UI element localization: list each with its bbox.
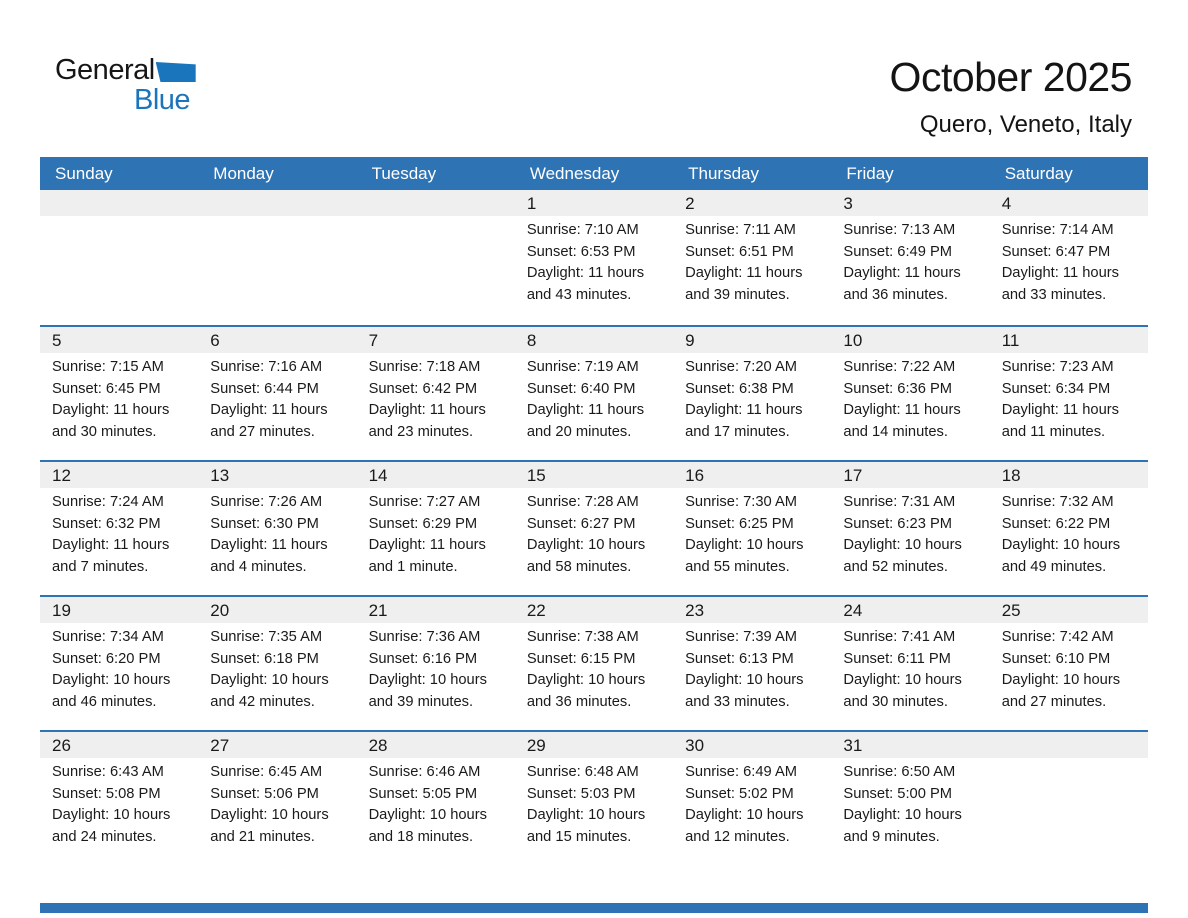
calendar-day-cell: [831, 462, 989, 595]
day-number: 21: [357, 597, 515, 623]
day-number: 6: [198, 327, 356, 353]
calendar-grid: [40, 157, 1148, 865]
day-details: [357, 353, 515, 443]
day-details: [831, 623, 989, 713]
sunset-text: Sunset: 6:22 PM: [1001, 515, 1111, 532]
calendar-day-cell: [831, 597, 989, 730]
day-details: [990, 488, 1148, 578]
day-details: [515, 758, 673, 848]
sunset-text: Sunset: 6:11 PM: [843, 650, 951, 667]
calendar-day-cell: [515, 327, 673, 460]
sunrise-text: Sunrise: 7:39 AM: [685, 629, 797, 645]
sunrise-text: Sunrise: 7:41 AM: [843, 629, 956, 645]
sunrise-text: Sunrise: 7:22 AM: [843, 359, 956, 375]
sunrise-text: Sunrise: 7:24 AM: [52, 494, 164, 510]
sunrise-text: Sunrise: 6:48 AM: [526, 764, 639, 780]
calendar-day-cell: [515, 462, 673, 595]
calendar-day-cell: [990, 462, 1148, 595]
weekday-header-row: [40, 157, 1148, 190]
weekday-tuesday: Tuesday: [371, 164, 437, 183]
day-details: [515, 353, 673, 443]
daylight-text: Daylight: 11 hours and 36 minutes.: [843, 265, 961, 303]
calendar-day-cell: [198, 462, 356, 595]
calendar-day-cell: [515, 190, 673, 325]
day-number: 11: [990, 327, 1148, 353]
calendar-day-cell: [990, 327, 1148, 460]
day-number: 1: [515, 190, 673, 216]
calendar-day-cell: [831, 732, 989, 865]
calendar-day-cell: [40, 732, 198, 865]
calendar-day-cell: [515, 597, 673, 730]
page-title: October 2025: [889, 54, 1132, 100]
day-number: 7: [357, 327, 515, 353]
calendar-day-cell: [357, 462, 515, 595]
calendar-week-row: [40, 460, 1148, 595]
daylight-text: Daylight: 11 hours and 11 minutes.: [1001, 402, 1119, 440]
sunset-text: Sunset: 6:38 PM: [685, 380, 794, 397]
day-details: [40, 488, 198, 578]
daylight-text: Daylight: 11 hours and 30 minutes.: [52, 402, 170, 440]
day-number: 22: [515, 597, 673, 623]
sunset-text: Sunset: 6:18 PM: [210, 650, 319, 667]
calendar-weeks: [40, 190, 1148, 865]
daylight-text: Daylight: 10 hours and 9 minutes.: [843, 807, 962, 845]
sunset-text: Sunset: 6:49 PM: [843, 243, 953, 260]
sunrise-text: Sunrise: 7:20 AM: [685, 359, 797, 375]
day-details: [673, 758, 831, 848]
weekday-sunday: Sunday: [55, 164, 113, 183]
day-details: [515, 488, 673, 578]
day-number: 4: [990, 190, 1148, 216]
day-details: [990, 758, 1148, 762]
sunset-text: Sunset: 6:53 PM: [526, 243, 636, 260]
sunrise-text: Sunrise: 7:10 AM: [526, 222, 639, 238]
day-details: [198, 623, 356, 713]
daylight-text: Daylight: 11 hours and 39 minutes.: [685, 265, 803, 303]
calendar-empty-cell: [990, 732, 1148, 865]
sunset-text: Sunset: 6:29 PM: [368, 515, 478, 532]
day-details: [357, 758, 515, 848]
calendar-empty-cell: [357, 190, 515, 325]
daylight-text: Daylight: 10 hours and 33 minutes.: [685, 672, 804, 710]
day-number: [40, 190, 198, 216]
calendar-empty-cell: [40, 190, 198, 325]
day-number: 5: [40, 327, 198, 353]
masthead: [890, 54, 1132, 139]
daylight-text: Daylight: 11 hours and 14 minutes.: [843, 402, 961, 440]
day-details: [357, 216, 515, 220]
calendar-day-cell: [40, 327, 198, 460]
day-number: 27: [198, 732, 356, 758]
sunset-text: Sunset: 5:08 PM: [52, 785, 161, 802]
weekday-wednesday: Wednesday: [529, 164, 620, 183]
day-details: [198, 353, 356, 443]
sunrise-text: Sunrise: 7:13 AM: [843, 222, 956, 238]
day-number: 29: [515, 732, 673, 758]
sunrise-text: Sunrise: 6:45 AM: [210, 764, 323, 780]
weekday-friday: Friday: [846, 164, 894, 183]
day-details: [673, 216, 831, 306]
daylight-text: Daylight: 10 hours and 15 minutes.: [526, 807, 646, 845]
sunrise-text: Sunrise: 7:28 AM: [526, 494, 639, 510]
day-details: [198, 216, 356, 220]
day-number: 25: [990, 597, 1148, 623]
sunset-text: Sunset: 6:13 PM: [685, 650, 794, 667]
sunset-text: Sunset: 5:00 PM: [843, 785, 953, 802]
day-details: [831, 758, 989, 848]
sunset-text: Sunset: 6:42 PM: [368, 380, 478, 397]
blue-triangle-icon: [156, 62, 196, 82]
sunrise-text: Sunrise: 7:42 AM: [1001, 629, 1114, 645]
daylight-text: Daylight: 10 hours and 36 minutes.: [526, 672, 646, 710]
daylight-text: Daylight: 11 hours and 23 minutes.: [368, 402, 486, 440]
sunrise-text: Sunrise: 7:26 AM: [210, 494, 323, 510]
sunset-text: Sunset: 6:51 PM: [685, 243, 794, 260]
daylight-text: Daylight: 10 hours and 39 minutes.: [368, 672, 487, 710]
day-details: [357, 488, 515, 578]
day-number: 23: [673, 597, 831, 623]
weekday-thursday: Thursday: [688, 164, 760, 183]
daylight-text: Daylight: 10 hours and 42 minutes.: [210, 672, 329, 710]
calendar-day-cell: [831, 190, 989, 325]
day-number: 24: [831, 597, 989, 623]
day-details: [831, 353, 989, 443]
sunrise-text: Sunrise: 7:15 AM: [52, 359, 164, 375]
sunset-text: Sunset: 6:45 PM: [52, 380, 161, 397]
calendar-day-cell: [357, 597, 515, 730]
day-number: 19: [40, 597, 198, 623]
sunset-text: Sunset: 6:25 PM: [685, 515, 794, 532]
calendar-week-row: [40, 190, 1148, 325]
day-details: [990, 353, 1148, 443]
daylight-text: Daylight: 10 hours and 12 minutes.: [685, 807, 804, 845]
sunrise-text: Sunrise: 7:32 AM: [1001, 494, 1114, 510]
weekday-monday: Monday: [213, 164, 274, 183]
daylight-text: Daylight: 11 hours and 1 minute.: [368, 537, 486, 575]
daylight-text: Daylight: 10 hours and 30 minutes.: [843, 672, 962, 710]
daylight-text: Daylight: 11 hours and 20 minutes.: [526, 402, 645, 440]
sunrise-text: Sunrise: 7:36 AM: [368, 629, 481, 645]
calendar-day-cell: [515, 732, 673, 865]
sunrise-text: Sunrise: 7:18 AM: [368, 359, 481, 375]
day-number: 10: [831, 327, 989, 353]
day-details: [673, 353, 831, 443]
sunrise-text: Sunrise: 6:43 AM: [52, 764, 164, 780]
sunset-text: Sunset: 6:10 PM: [1001, 650, 1111, 667]
day-number: 8: [515, 327, 673, 353]
day-details: [40, 623, 198, 713]
day-number: 28: [357, 732, 515, 758]
daylight-text: Daylight: 10 hours and 21 minutes.: [210, 807, 329, 845]
daylight-text: Daylight: 11 hours and 27 minutes.: [210, 402, 328, 440]
day-details: [40, 758, 198, 848]
daylight-text: Daylight: 11 hours and 7 minutes.: [52, 537, 170, 575]
sunset-text: Sunset: 6:30 PM: [210, 515, 319, 532]
calendar-week-row: [40, 325, 1148, 460]
daylight-text: Daylight: 11 hours and 17 minutes.: [685, 402, 803, 440]
day-number: 12: [40, 462, 198, 488]
general-blue-logo: [55, 56, 196, 115]
logo-text-blue: Blue: [134, 84, 191, 116]
sunrise-text: Sunrise: 6:46 AM: [368, 764, 481, 780]
day-number: [357, 190, 515, 216]
daylight-text: Daylight: 10 hours and 58 minutes.: [526, 537, 646, 575]
sunset-text: Sunset: 6:23 PM: [843, 515, 953, 532]
day-details: [831, 216, 989, 306]
day-number: 31: [831, 732, 989, 758]
day-details: [990, 216, 1148, 306]
sunrise-text: Sunrise: 7:30 AM: [685, 494, 797, 510]
sunrise-text: Sunrise: 7:35 AM: [210, 629, 323, 645]
daylight-text: Daylight: 10 hours and 46 minutes.: [52, 672, 171, 710]
day-number: 17: [831, 462, 989, 488]
day-number: 15: [515, 462, 673, 488]
sunset-text: Sunset: 5:02 PM: [685, 785, 794, 802]
calendar-day-cell: [673, 190, 831, 325]
day-details: [198, 488, 356, 578]
calendar-day-cell: [990, 597, 1148, 730]
day-details: [673, 623, 831, 713]
calendar-empty-cell: [198, 190, 356, 325]
sunset-text: Sunset: 6:40 PM: [526, 380, 636, 397]
day-number: 2: [673, 190, 831, 216]
sunset-text: Sunset: 6:20 PM: [52, 650, 161, 667]
day-number: [990, 732, 1148, 758]
footer-accent-bar: [40, 903, 1148, 913]
daylight-text: Daylight: 10 hours and 55 minutes.: [685, 537, 804, 575]
calendar-day-cell: [198, 732, 356, 865]
sunset-text: Sunset: 5:03 PM: [526, 785, 636, 802]
sunset-text: Sunset: 6:44 PM: [210, 380, 319, 397]
daylight-text: Daylight: 10 hours and 24 minutes.: [52, 807, 171, 845]
daylight-text: Daylight: 10 hours and 27 minutes.: [1001, 672, 1121, 710]
sunrise-text: Sunrise: 7:34 AM: [52, 629, 164, 645]
day-number: 30: [673, 732, 831, 758]
calendar-week-row: [40, 730, 1148, 865]
calendar-day-cell: [40, 462, 198, 595]
day-details: [515, 623, 673, 713]
calendar-day-cell: [831, 327, 989, 460]
weekday-saturday: Saturday: [1004, 164, 1073, 183]
daylight-text: Daylight: 11 hours and 43 minutes.: [526, 265, 645, 303]
day-details: [831, 488, 989, 578]
day-number: 13: [198, 462, 356, 488]
logo-text-general: General: [55, 54, 155, 86]
sunrise-text: Sunrise: 7:14 AM: [1001, 222, 1114, 238]
sunrise-text: Sunrise: 6:49 AM: [685, 764, 797, 780]
calendar-day-cell: [198, 327, 356, 460]
day-details: [990, 623, 1148, 713]
calendar-day-cell: [198, 597, 356, 730]
day-details: [515, 216, 673, 306]
sunrise-text: Sunrise: 6:50 AM: [843, 764, 956, 780]
sunset-text: Sunset: 6:32 PM: [52, 515, 161, 532]
day-number: 3: [831, 190, 989, 216]
daylight-text: Daylight: 10 hours and 52 minutes.: [843, 537, 962, 575]
calendar-day-cell: [357, 732, 515, 865]
day-details: [40, 353, 198, 443]
calendar-day-cell: [673, 732, 831, 865]
sunrise-text: Sunrise: 7:19 AM: [526, 359, 639, 375]
day-number: 14: [357, 462, 515, 488]
calendar-day-cell: [673, 597, 831, 730]
day-number: 16: [673, 462, 831, 488]
sunset-text: Sunset: 6:15 PM: [526, 650, 636, 667]
sunrise-text: Sunrise: 7:16 AM: [210, 359, 323, 375]
sunset-text: Sunset: 6:36 PM: [843, 380, 953, 397]
calendar-day-cell: [40, 597, 198, 730]
sunrise-text: Sunrise: 7:38 AM: [526, 629, 639, 645]
calendar-day-cell: [990, 190, 1148, 325]
calendar-day-cell: [357, 327, 515, 460]
day-details: [198, 758, 356, 848]
sunset-text: Sunset: 6:27 PM: [526, 515, 636, 532]
sunset-text: Sunset: 5:05 PM: [368, 785, 478, 802]
day-number: 26: [40, 732, 198, 758]
day-details: [673, 488, 831, 578]
sunset-text: Sunset: 6:16 PM: [368, 650, 478, 667]
daylight-text: Daylight: 10 hours and 18 minutes.: [368, 807, 487, 845]
sunrise-text: Sunrise: 7:27 AM: [368, 494, 481, 510]
page-subtitle: Quero, Veneto, Italy: [919, 111, 1132, 138]
sunset-text: Sunset: 6:34 PM: [1001, 380, 1111, 397]
sunset-text: Sunset: 6:47 PM: [1001, 243, 1111, 260]
sunrise-text: Sunrise: 7:31 AM: [843, 494, 956, 510]
daylight-text: Daylight: 11 hours and 4 minutes.: [210, 537, 328, 575]
sunrise-text: Sunrise: 7:23 AM: [1001, 359, 1114, 375]
calendar-day-cell: [673, 327, 831, 460]
sunset-text: Sunset: 5:06 PM: [210, 785, 319, 802]
day-number: 18: [990, 462, 1148, 488]
day-number: 9: [673, 327, 831, 353]
day-number: 20: [198, 597, 356, 623]
day-details: [357, 623, 515, 713]
day-details: [40, 216, 198, 220]
calendar-day-cell: [673, 462, 831, 595]
calendar-week-row: [40, 595, 1148, 730]
sunrise-text: Sunrise: 7:11 AM: [685, 222, 796, 238]
daylight-text: Daylight: 10 hours and 49 minutes.: [1001, 537, 1121, 575]
day-number: [198, 190, 356, 216]
daylight-text: Daylight: 11 hours and 33 minutes.: [1001, 265, 1119, 303]
